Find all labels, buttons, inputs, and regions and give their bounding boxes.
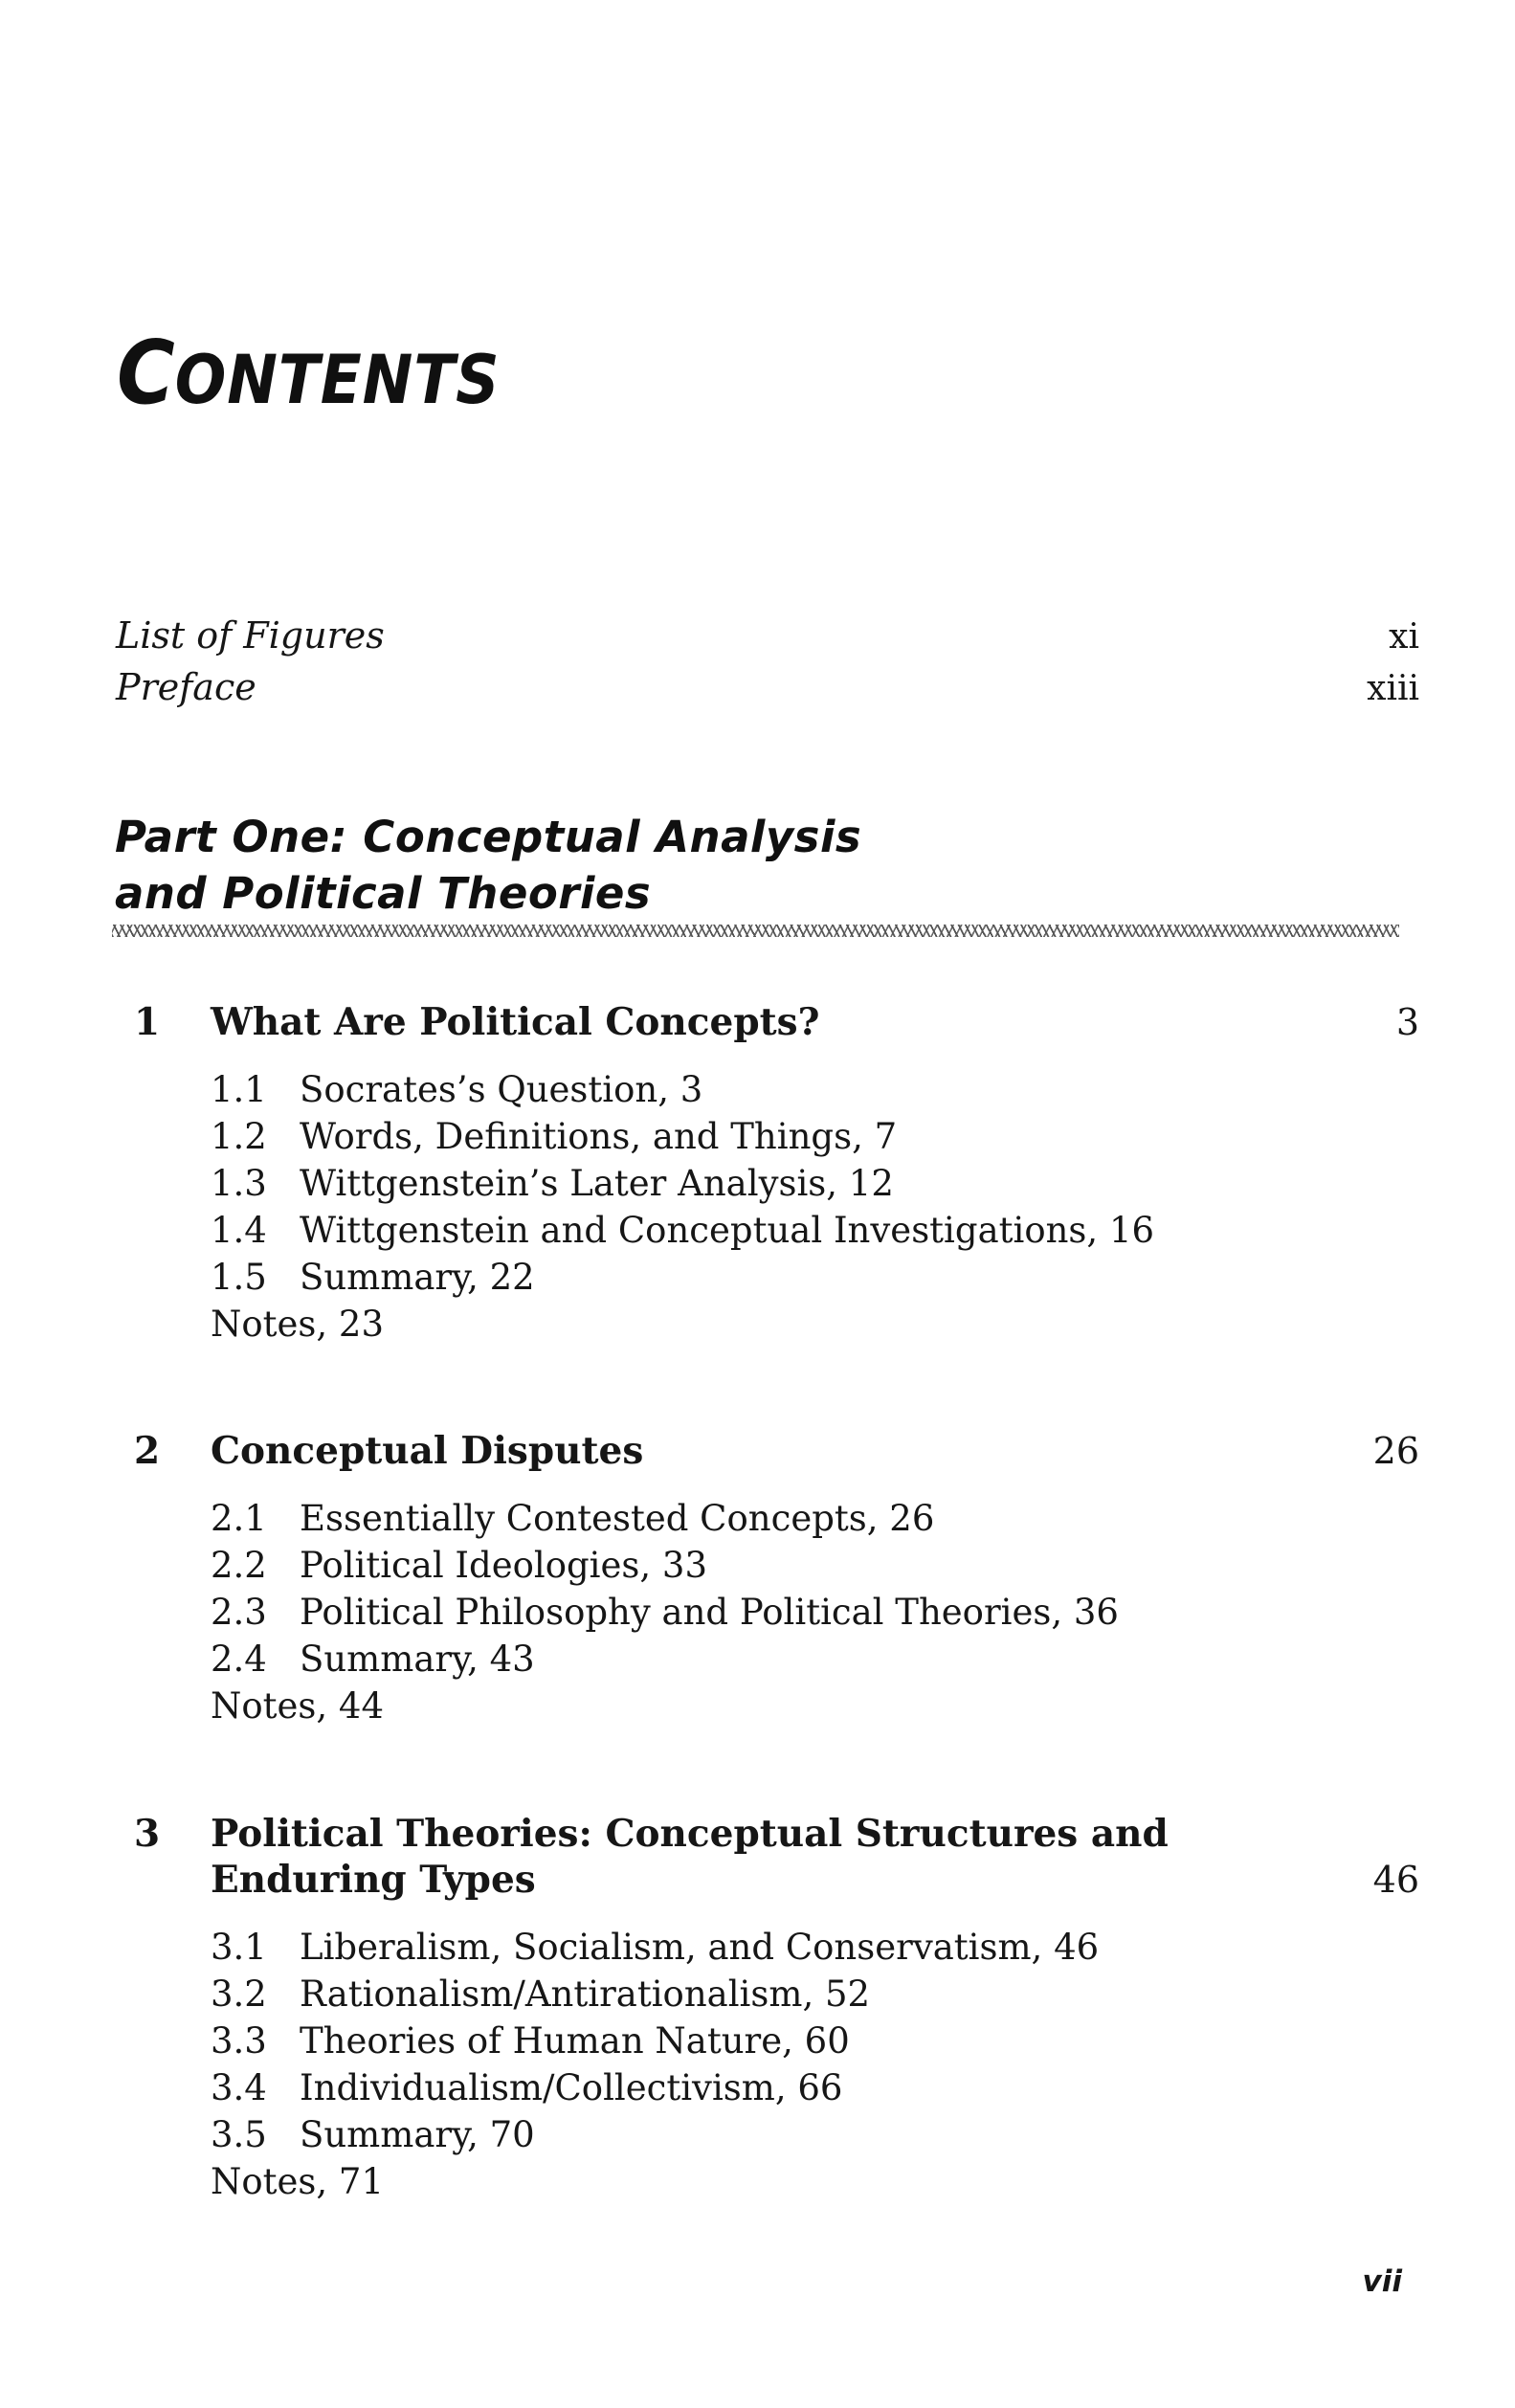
section-number: 2.1 (211, 1498, 267, 1539)
part-heading (115, 809, 861, 922)
chapter-items (134, 1924, 1419, 2205)
page-title-initial: C (117, 322, 175, 424)
section-number: 3.2 (211, 1973, 267, 2015)
section-title: Wittgenstein’s Later Analysis, 12 (300, 1163, 894, 1204)
toc-item (211, 2018, 1419, 2064)
chapter-number: 3 (134, 1812, 161, 1856)
front-matter-label: List of Figures (116, 614, 385, 657)
toc-item (211, 2064, 1419, 2111)
section-title: Political Ideologies, 33 (300, 1545, 708, 1586)
chapter-page-number: 26 (1372, 1430, 1419, 1472)
section-title: Political Philosophy and Political Theories, 36 (300, 1592, 1119, 1633)
toc-item (211, 1542, 1419, 1589)
chapter-title-line: Conceptual Disputes (211, 1429, 644, 1473)
chapter-items (134, 1495, 1419, 1729)
chapter-number: 1 (134, 1000, 161, 1044)
section-number: 1.4 (211, 1210, 267, 1251)
section-title: Individualism/Collectivism, 66 (300, 2067, 843, 2108)
page-title (117, 322, 501, 424)
section-number: 2.4 (211, 1639, 267, 1680)
section-number: 3.1 (211, 1927, 267, 1968)
notes-entry: Notes, 44 (211, 1685, 385, 1727)
chapter-title-line2: Enduring Types (211, 1858, 536, 1902)
part-heading-line1: Part One: Conceptual Analysis (115, 812, 862, 862)
chapter-heading (134, 1811, 1419, 1903)
chapter-title (211, 1428, 643, 1474)
section-title: Essentially Contested Concepts, 26 (300, 1498, 935, 1539)
toc-item (211, 1924, 1419, 1971)
section-title: Socrates’s Question, 3 (300, 1069, 703, 1110)
chapter-number: 2 (134, 1429, 161, 1473)
front-matter-row-preface (116, 662, 1419, 714)
section-number: 3.3 (211, 2020, 267, 2062)
section-number: 1.2 (211, 1116, 267, 1157)
section-title: Rationalism/Antirationalism, 52 (300, 1973, 871, 2015)
section-title: Words, Definitions, and Things, 7 (300, 1116, 898, 1157)
chapter-title (211, 1811, 1169, 1903)
section-number: 2.3 (211, 1592, 267, 1633)
toc-item (211, 1589, 1419, 1636)
section-number: 3.5 (211, 2114, 267, 2155)
section-number: 1.3 (211, 1163, 267, 1204)
toc-item (211, 1207, 1419, 1254)
toc-item (211, 1113, 1419, 1160)
folio-page-number: vii (1362, 2264, 1402, 2299)
section-title: Summary, 43 (300, 1639, 535, 1680)
section-title: Summary, 70 (300, 2114, 535, 2155)
front-matter-row-list-of-figures (116, 611, 1419, 662)
section-number: 2.2 (211, 1545, 267, 1586)
chapter-entry-1 (134, 999, 1419, 1348)
section-number: 1.1 (211, 1069, 267, 1110)
toc-item (211, 1254, 1419, 1301)
chapter-heading (134, 1428, 1419, 1474)
section-title: Theories of Human Nature, 60 (300, 2020, 850, 2062)
chapter-title-line1: Political Theories: Conceptual Structures and (211, 1812, 1169, 1856)
section-number: 1.5 (211, 1257, 267, 1298)
section-number: 3.4 (211, 2067, 267, 2108)
front-matter-list (116, 611, 1419, 714)
section-title: Wittgenstein and Conceptual Investigations, 16 (300, 1210, 1155, 1251)
chapter-page-number: 3 (1395, 1001, 1419, 1043)
toc-item (211, 1636, 1419, 1683)
toc-item (211, 1066, 1419, 1113)
toc-item (211, 1160, 1419, 1207)
toc-item (211, 1495, 1419, 1542)
chapter-title-line: What Are Political Concepts? (211, 1000, 820, 1044)
section-title: Liberalism, Socialism, and Conservatism, 46 (300, 1927, 1100, 1968)
notes-entry: Notes, 71 (211, 2161, 385, 2202)
chapter-items (134, 1066, 1419, 1348)
page-title-rest: ONTENTS (174, 341, 501, 419)
front-matter-page-number: xi (1389, 617, 1419, 657)
notes-entry: Notes, 23 (211, 1304, 385, 1345)
section-title: Summary, 22 (300, 1257, 535, 1298)
decorative-hatched-rule (112, 925, 1399, 937)
chapter-entry-3 (134, 1811, 1419, 2205)
front-matter-page-number: xiii (1367, 669, 1419, 708)
part-heading-line2: and Political Theories (115, 868, 652, 919)
toc-item (211, 2111, 1419, 2158)
chapter-entry-2 (134, 1428, 1419, 1729)
toc-item (211, 1971, 1419, 2018)
front-matter-label: Preface (116, 666, 256, 708)
chapter-title (211, 999, 819, 1045)
chapter-page-number: 46 (1372, 1859, 1419, 1901)
chapter-heading (134, 999, 1419, 1045)
